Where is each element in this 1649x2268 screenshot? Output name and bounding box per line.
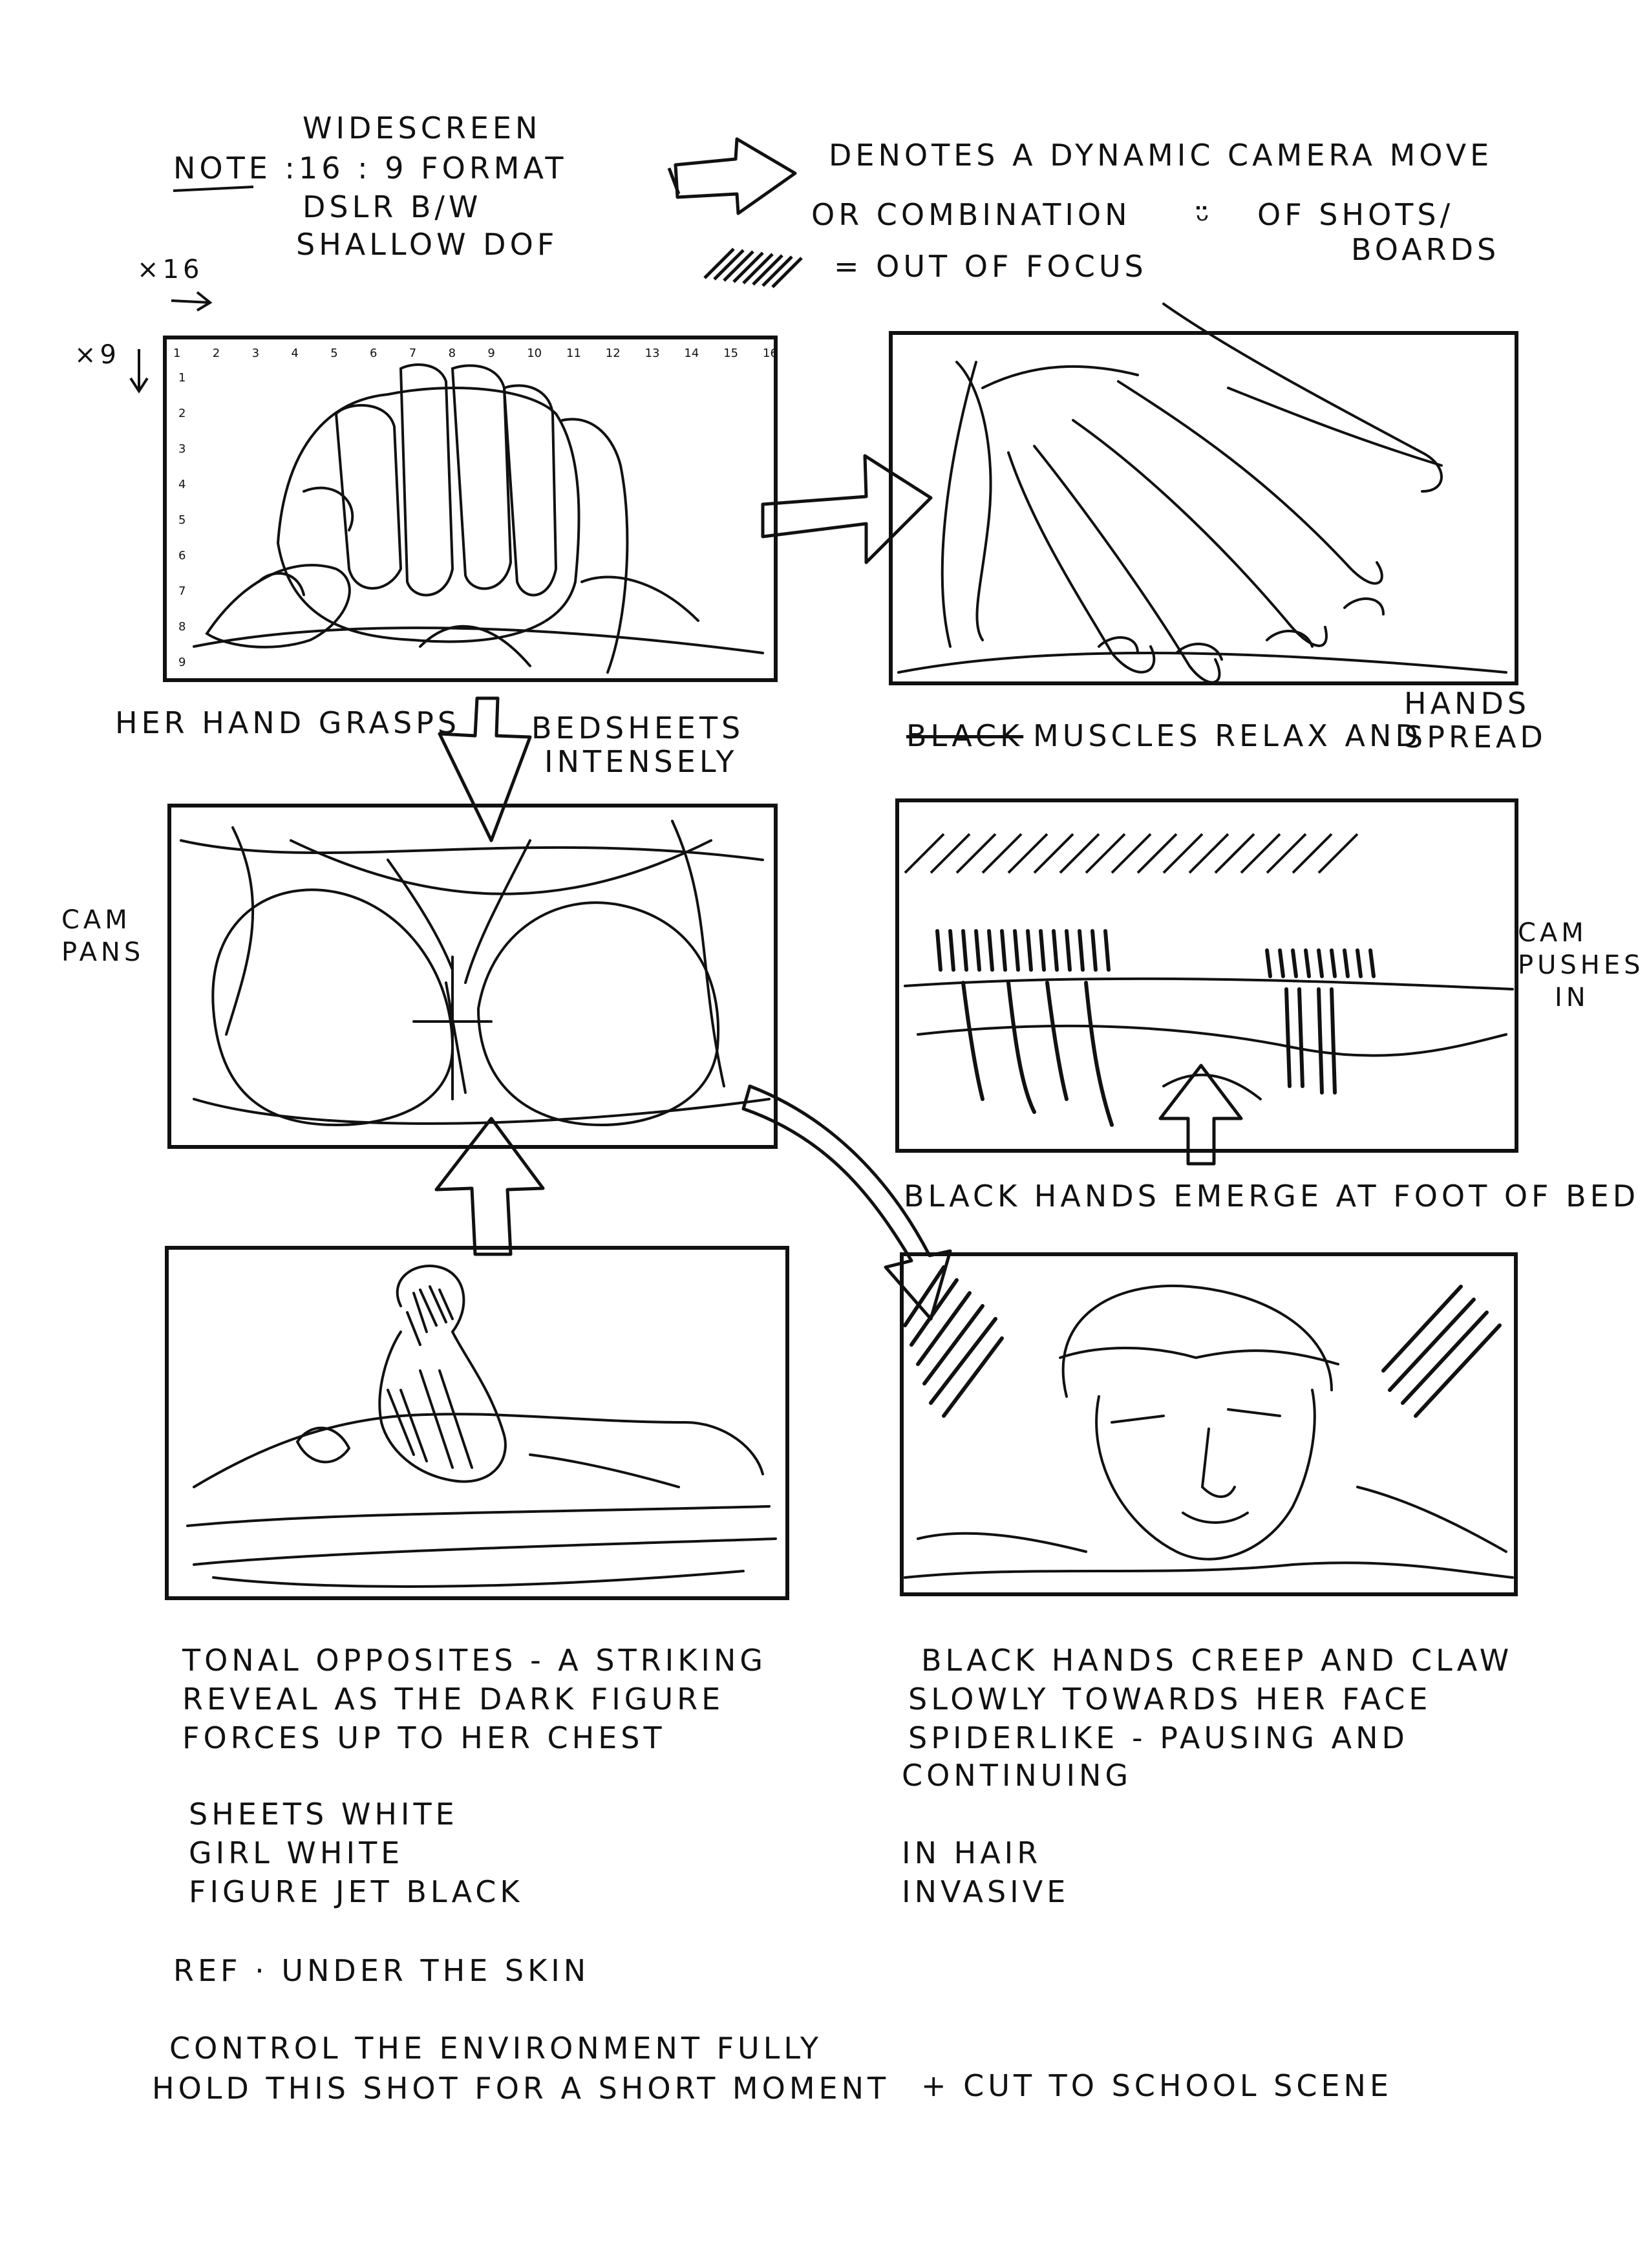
panel-1-row-tick: 2 [178,407,186,420]
panel-4-bed-lines [905,979,1513,1099]
panel-5-dark-figure-sketch [187,1266,776,1587]
note-left-1: TONAL OPPOSITES - A STRIKING [182,1643,767,1678]
note-left-6: FIGURE JET BLACK [189,1874,524,1909]
panel-1-row-tick: 9 [178,656,186,669]
panel-1-column-tick: 14 [684,347,699,360]
panel-1-row-tick: 3 [178,442,186,456]
panel-1-column-tick: 7 [409,347,417,360]
panel-4-side-note-1: CAM [1518,918,1588,948]
panel-1-column-tick: 9 [487,347,495,360]
transition-arrow-1-icon [763,456,931,562]
note-line-1: WIDESCREEN [303,111,542,145]
panel-2-caption-struck: BLACK [906,718,1024,753]
grid-rows-label: ×9 [74,340,120,370]
note-line-2: 16 : 9 FORMAT [299,151,568,186]
panel-1-caption-cont-1: BEDSHEETS [531,711,745,745]
note-bottom-2: HOLD THIS SHOT FOR A SHORT MOMENT [152,2071,890,2106]
panel-1-column-ticks [173,347,778,360]
out-of-focus-hatch-icon [705,249,802,287]
panel-2-caption-b1: HANDS [1404,686,1531,721]
panel-1-row-tick: 8 [178,620,186,634]
panel-3-side-note-1: CAM [61,905,131,935]
grid-columns-label: ×16 [137,255,204,284]
note-left-2: REVEAL AS THE DARK FIGURE [182,1682,725,1717]
panel-4-out-of-focus-hatch-icon [905,834,1357,873]
note-left-7: REF · UNDER THE SKIN [173,1953,590,1988]
panel-3-chest-sketch [181,821,769,1125]
panel-6-frame [902,1254,1516,1594]
panel-1-column-tick: 1 [173,347,181,360]
panel-1-caption-cont-2: INTENSELY [544,744,738,779]
panel-1-column-tick: 13 [644,347,660,360]
panel-4-side-note-2: PUSHES [1518,950,1644,980]
panel-4-caption: BLACK HANDS EMERGE AT FOOT OF BED [904,1179,1640,1214]
legend-arrow-meaning-3: OF SHOTS/ [1257,197,1454,232]
panel-2-caption-a: MUSCLES RELAX AND [1033,718,1422,753]
panel-1-column-tick: 11 [566,347,581,360]
legend-hatch-meaning: = OUT OF FOCUS [834,249,1147,284]
panel-4-frame [897,800,1516,1151]
panel-1-row-tick: 1 [178,371,186,385]
note-left-3: FORCES UP TO HER CHEST [182,1720,666,1755]
legend-arrow-meaning-4: BOARDS [1351,232,1500,267]
panel-1-column-tick: 4 [291,347,299,360]
note-left-4: SHEETS WHITE [189,1797,458,1832]
panel-3-frame [169,806,776,1147]
note-left-5: GIRL WHITE [189,1835,404,1870]
note-right-5: IN HAIR [902,1835,1042,1870]
panel-1-column-tick: 8 [448,347,456,360]
legend-arrow-meaning-2: OR COMBINATION [811,197,1131,232]
panel-1-fist-sketch [194,365,763,672]
panel-1-column-tick: 2 [212,347,220,360]
panel-4-side-note-3: IN [1555,983,1590,1012]
transition-arrow-up-icon [436,1118,543,1254]
note-right-2: SLOWLY TOWARDS HER FACE [908,1682,1432,1717]
note-bottom-1: CONTROL THE ENVIRONMENT FULLY [169,2031,822,2066]
legend-arrow-meaning-1: DENOTES A DYNAMIC CAMERA MOVE [829,138,1493,173]
panel-1-row-ticks [178,371,186,669]
note-line-4: SHALLOW DOF [296,227,559,262]
panel-2-open-hand-sketch [899,304,1506,682]
grid-col-arrow-icon [171,292,210,310]
panel-1-column-tick: 3 [251,347,260,360]
panel-1-column-tick: 5 [330,347,338,360]
panel-1-caption: HER HAND GRASPS [115,705,461,740]
panel-6-hatch-hands-icon [905,1267,1500,1416]
note-line-3: DSLR B/W [303,189,482,224]
note-right-4: CONTINUING [902,1758,1133,1793]
panel-1-row-tick: 6 [178,549,186,562]
panel-3-side-note-2: PANS [61,937,145,967]
note-right-3: SPIDERLIKE - PAUSING AND [908,1720,1409,1755]
note-right-1: BLACK HANDS CREEP AND CLAW [921,1643,1513,1678]
panel-1-row-tick: 7 [178,584,186,598]
panel-1-column-tick: 15 [723,347,739,360]
dynamic-move-arrow-icon [669,139,795,213]
panel-1-row-tick: 4 [178,478,186,491]
grid-row-arrow-icon [131,349,147,391]
smiley-icon: ᵕ̈ [1196,201,1210,240]
panel-1-column-tick: 10 [527,347,542,360]
panel-1-column-tick: 12 [605,347,621,360]
note-bottom-3: + CUT TO SCHOOL SCENE [921,2068,1393,2103]
panel-1-row-tick: 5 [178,513,186,527]
panel-1-column-tick: 6 [370,347,378,360]
note-label: NOTE : [173,151,299,186]
panel-1-column-tick: 16 [763,347,778,360]
note-underline [173,187,253,191]
panel-2-caption-b2: SPREAD [1404,720,1547,754]
note-right-6: INVASIVE [902,1874,1070,1909]
